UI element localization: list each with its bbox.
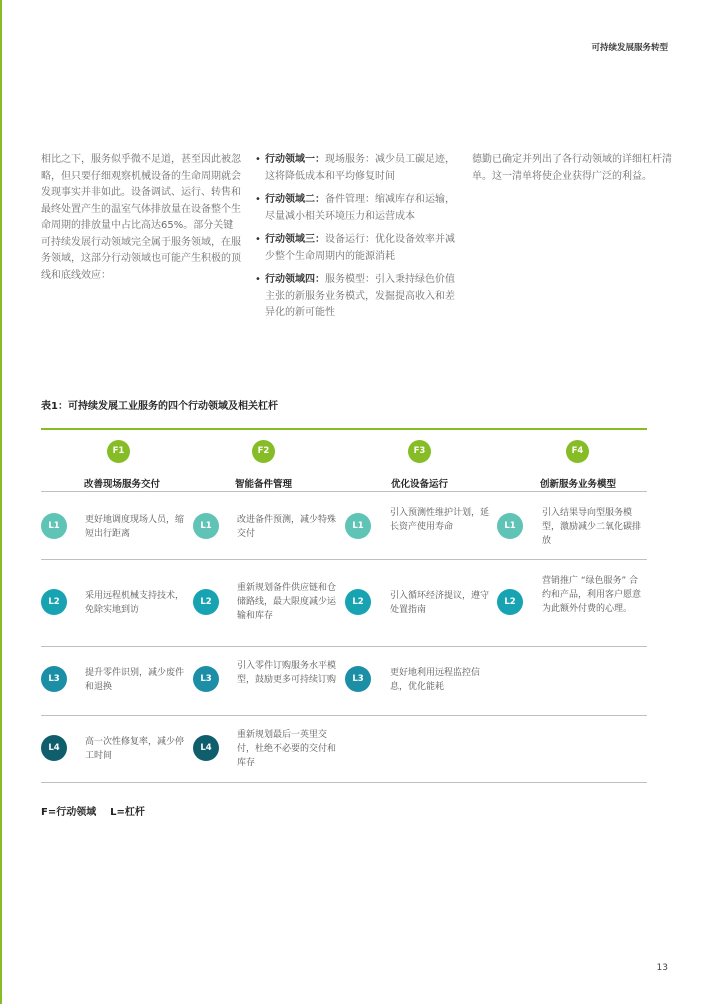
field-heading: 改善现场服务交付 — [84, 479, 161, 490]
field-heading: 创新服务业务模型 — [540, 479, 617, 490]
lever-text: 营销推广 “绿色服务” 合约和产品，利用客户愿意为此额外付费的心理。 — [542, 576, 642, 614]
lever-code-badge: L1 — [193, 513, 219, 539]
field-code-badge: F2 — [252, 440, 275, 463]
lever-text: 引入零件订购服务水平模型，鼓励更多可持续订购 — [237, 661, 337, 685]
lever-text: 改进备件预测，减少特殊交付 — [237, 515, 337, 539]
lever-code-badge: L4 — [193, 735, 219, 761]
field-heading: 优化设备运行 — [391, 479, 449, 490]
table-divider — [41, 491, 647, 492]
lever-code-badge: L3 — [345, 666, 371, 692]
lever-text: 引入循环经济提议，遵守处置指南 — [390, 591, 490, 615]
lever-text: 引入结果导向型服务模型，激励减少二氧化碳排放 — [542, 508, 642, 546]
intro-paragraph: 相比之下，服务似乎微不足道，甚至因此被忽略，但只要仔细观察机械设备的生命周期就会发现事实并非如此。设备调试、运行、转售和最终处置产生的温室气体排放量在设备整个生命周期的排放量中占比高达65%。部分关键可持续发展行动领域完全属于服务领域，在服务领域，这部分行动领域也可能产生积极的顶线和底线效应： — [41, 154, 241, 281]
field-heading: 智能备件管理 — [235, 479, 293, 490]
lever-code-badge: L3 — [41, 666, 67, 692]
lever-text: 更好地调度现场人员，缩短出行距离 — [85, 515, 185, 539]
table-legend: F=行动领域 L=杠杆 — [41, 807, 145, 818]
table-divider — [41, 559, 647, 560]
field-column-f2 — [196, 430, 348, 490]
running-header: 可持续发展服务转型 — [591, 43, 668, 53]
lever-code-badge: L3 — [193, 666, 219, 692]
field-code-badge: F4 — [566, 440, 589, 463]
field-column-f4 — [500, 430, 647, 490]
page-number: 13 — [656, 963, 668, 973]
lever-code-badge: L4 — [41, 735, 67, 761]
lever-code-badge: L1 — [345, 513, 371, 539]
lever-text: 重新规划备件供应链和仓储路线，最大限度减少运输和库存 — [237, 583, 337, 621]
lever-code-badge: L1 — [41, 513, 67, 539]
left-accent-rule — [0, 0, 2, 1004]
lever-code-badge: L2 — [345, 589, 371, 615]
table-divider — [41, 715, 647, 716]
intro-column-1 — [41, 152, 241, 284]
table-title: 表1：可持续发展工业服务的四个行动领域及相关杠杆 — [41, 401, 278, 412]
field-column-f3 — [348, 430, 500, 490]
action-field-item: • 行动领域四：服务模型：引入秉持绿色价值主张的新服务业务模式，发掘提高收入和差异化的新可能性 — [255, 272, 455, 322]
field-column-f1 — [41, 430, 196, 490]
lever-text: 提升零件识别，减少废件和退换 — [85, 668, 185, 692]
table-divider — [41, 782, 647, 783]
field-code-badge: F1 — [107, 440, 130, 463]
lever-text: 高一次性修复率，减少停工时间 — [85, 737, 185, 761]
intro-column-3 — [472, 152, 672, 185]
lever-text: 更好地利用远程监控信息，优化能耗 — [390, 668, 481, 692]
lever-code-badge: L2 — [497, 589, 523, 615]
intro-column-2 — [255, 152, 455, 329]
action-field-item: • 行动领域一：现场服务：减少员工碳足迹，这将降低成本和平均修复时间 — [255, 152, 455, 185]
lever-code-badge: L2 — [41, 589, 67, 615]
action-field-list — [255, 152, 455, 322]
field-code-badge: F3 — [408, 440, 431, 463]
action-field-item: • 行动领域三：设备运行：优化设备效率并减少整个生命周期内的能源消耗 — [255, 232, 455, 265]
lever-code-badge: L2 — [193, 589, 219, 615]
lever-code-badge: L1 — [497, 513, 523, 539]
intro-paragraph: 德勤已确定并列出了各行动领域的详细杠杆清单。这一清单将使企业获得广泛的利益。 — [472, 154, 672, 182]
lever-text: 采用远程机械支持技术，免除实地到访 — [85, 591, 185, 615]
lever-text: 重新规划最后一英里交付，杜绝不必要的交付和库存 — [237, 730, 337, 768]
table-divider — [41, 646, 647, 647]
lever-text: 引入预测性维护计划，延长资产使用寿命 — [390, 508, 490, 532]
action-field-item: • 行动领域二：备件管理：缩减库存和运输，尽量减小相关环境压力和运营成本 — [255, 192, 455, 225]
